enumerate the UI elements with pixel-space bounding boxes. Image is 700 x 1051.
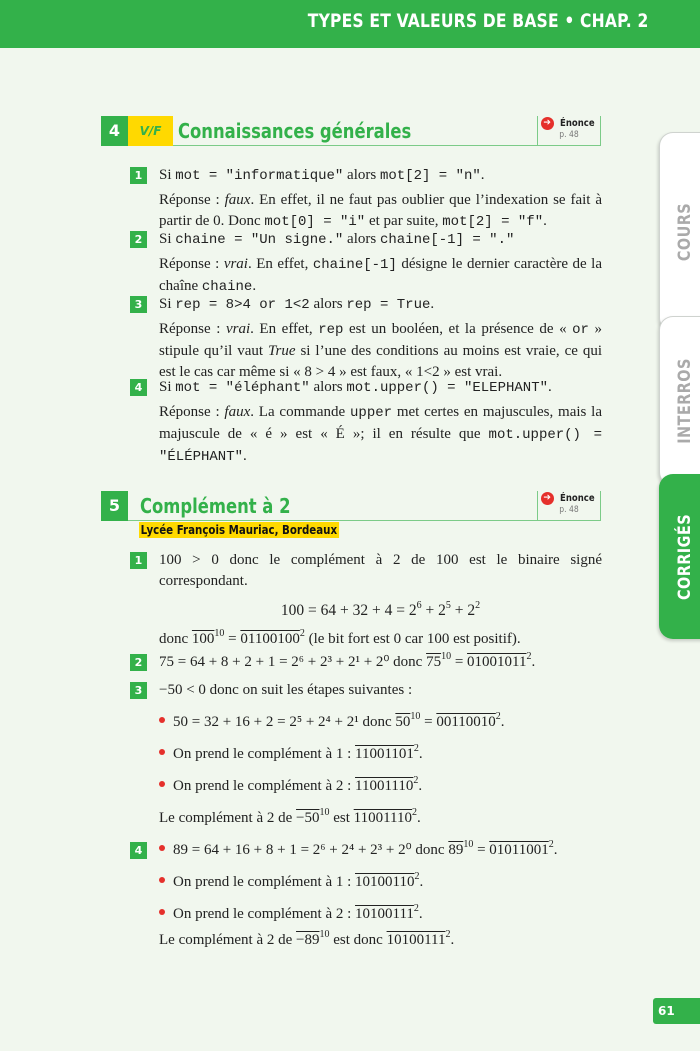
question-statement: Si mot = "éléphant" alors mot.upper() = "ELEPHANT".	[159, 379, 552, 396]
question-text: −50 < 0 donc on suit les étapes suivantes :	[159, 682, 413, 698]
bullet-step: On prend le complément à 2 : 11001110$^2$.	[159, 776, 602, 797]
vrai-faux-badge: V/F	[128, 116, 173, 146]
binary-result: donc $100^{10} = 01100100^2$ (le bit fort est 0 car 100 est positif).	[159, 628, 521, 647]
enonce-label: Énonce	[559, 493, 595, 504]
conclusion: Le complément à 2 de $-89^{10}$ est donc 10100111$^2$.	[159, 929, 455, 948]
bullet-icon	[159, 749, 165, 755]
question-4-3	[130, 294, 602, 383]
question-text: 100 > 0 donc le complément à 2 de 100 est le binaire signé correspondant.	[159, 552, 602, 589]
question-statement: Si rep = 8>4 or 1<2 alors rep = True.	[159, 296, 435, 313]
source-school: Lycée François Mauriac, Bordeaux	[140, 522, 338, 537]
question-number: 2	[130, 654, 147, 671]
question-number: 3	[130, 296, 147, 313]
question-5-3	[130, 680, 602, 829]
chapter-title: TYPES ET VALEURS DE BASE • CHAP. 2	[307, 10, 648, 32]
tab-cours[interactable]	[659, 132, 700, 332]
section-title: Connaissances générales	[178, 119, 412, 143]
page-number: 61	[653, 998, 700, 1024]
bullet-step: 50 = 32 + 16 + 2 = 2⁵ + 2⁴ + 2¹ donc $50^{10} = 00110010^2$.	[159, 712, 602, 733]
equation: $100 = 64 + 32 + 4 = 2^6 + 2^5 + 2^2$	[280, 600, 481, 619]
answer-text: Réponse : vrai. En effet, chaine[-1] désigne le dernier caractère de la chaîne chaine.	[159, 256, 602, 295]
bullet-step: On prend le complément à 1 : 11001101$^2$.	[159, 744, 602, 765]
tab-corriges-label: CORRIGÉS	[674, 513, 695, 600]
question-number: 2	[130, 231, 147, 248]
question-statement: Si mot = "informatique" alors mot[2] = "n".	[159, 167, 485, 184]
bullet-step: On prend le complément à 1 : 10100110$^2$.	[159, 872, 602, 893]
question-5-4	[130, 840, 602, 951]
question-number: 1	[130, 167, 147, 184]
bullet-icon	[159, 909, 165, 915]
question-4-4	[130, 377, 602, 468]
tab-interros[interactable]	[659, 316, 700, 486]
enonce-label: Énonce	[559, 118, 595, 129]
enonce-page: p. 48	[559, 130, 579, 140]
section-number: 4	[101, 116, 128, 146]
arrow-right-icon: ➔	[541, 117, 554, 130]
question-text: 75 = 64 + 8 + 2 + 1 = 2⁶ + 2³ + 2¹ + 2⁰ donc $75^{10} = 01001011^2$.	[159, 651, 536, 670]
bullet-step: On prend le complément à 2 : 10100111$^2$.	[159, 904, 602, 925]
enonce-link[interactable]	[537, 116, 601, 146]
conclusion: Le complément à 2 de $-50^{10}$ est 11001110$^2$.	[159, 807, 421, 826]
enonce-page: p. 48	[559, 505, 579, 515]
question-4-2	[130, 229, 602, 298]
tab-interros-label: INTERROS	[674, 358, 695, 444]
bullet-icon	[159, 845, 165, 851]
question-5-2	[130, 652, 602, 673]
enonce-link[interactable]	[537, 491, 601, 521]
answer-text: Réponse : vrai. En effet, rep est un booléen, et la présence de « or » stipule qu’il vaut True si l’une des conditions au moins est vraie, ce qui est le cas car même si « 8 > 4 » est faux, « 1<2 » est vrai.	[159, 321, 603, 380]
question-4-1	[130, 165, 602, 233]
question-number: 4	[130, 379, 147, 396]
section-title: Complément à 2	[140, 494, 291, 518]
bullet-icon	[159, 717, 165, 723]
answer-text: Réponse : faux. En effet, il ne faut pas oublier que l’indexation se fait à partir de 0. Donc mot[0] = "i" et par suite, mot[2] = "f".	[159, 192, 602, 230]
tab-corriges[interactable]	[659, 474, 700, 639]
question-number: 4	[130, 842, 147, 859]
question-statement: Si chaine = "Un signe." alors chaine[-1] = "."	[159, 231, 515, 248]
section-5-header	[101, 491, 601, 521]
bullet-icon	[159, 781, 165, 787]
question-5-1	[130, 550, 602, 650]
bullet-step: 89 = 64 + 16 + 8 + 1 = 2⁶ + 2⁴ + 2³ + 2⁰ donc $89^{10} = 01011001^2$.	[159, 840, 602, 861]
answer-text: Réponse : faux. La commande upper met certes en majuscules, mais la majuscule de « é » est « É »; il en résulte que mot.upper() = "ÉLÉPHANT".	[159, 404, 602, 465]
chapter-header-bar	[0, 0, 700, 48]
tab-cours-label: COURS	[674, 202, 695, 262]
bullet-icon	[159, 877, 165, 883]
arrow-right-icon: ➔	[541, 492, 554, 505]
section-4-header	[101, 116, 601, 146]
question-number: 3	[130, 682, 147, 699]
section-number: 5	[101, 491, 128, 521]
question-number: 1	[130, 552, 147, 569]
